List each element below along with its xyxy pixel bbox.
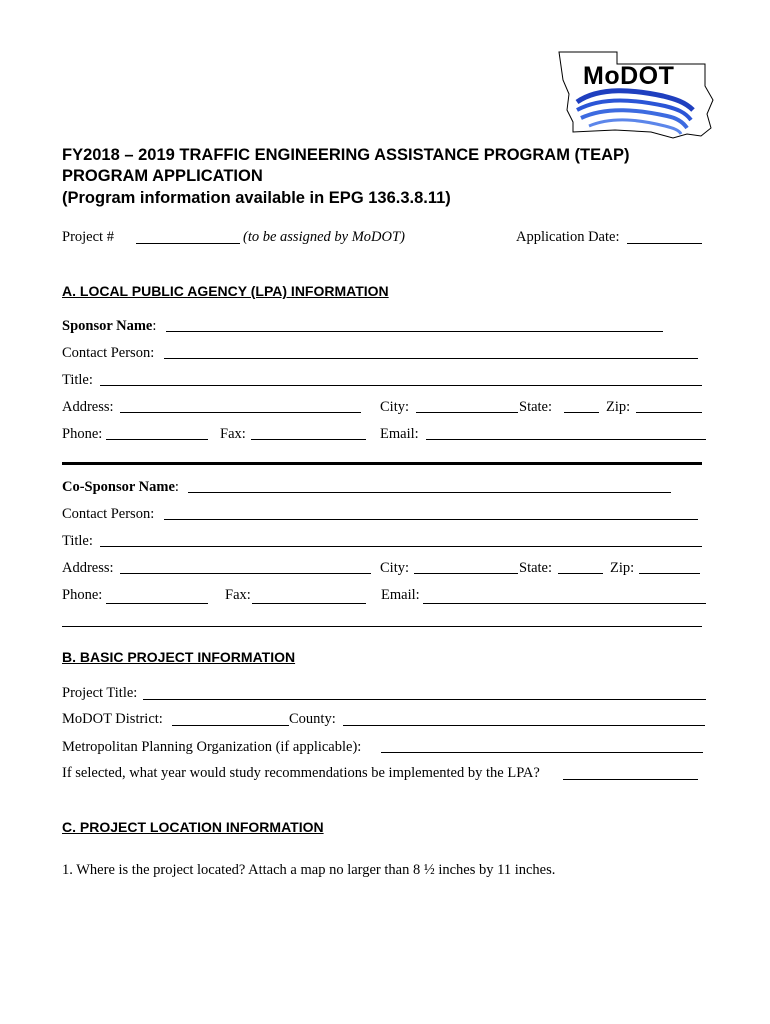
cosponsor-zip-field[interactable] [639, 573, 700, 574]
cosponsor-zip-label: Zip: [610, 560, 635, 576]
sponsor-phone-label: Phone: [62, 426, 103, 442]
project-title-label: Project Title: [62, 685, 138, 701]
sponsor-title-label: Title: [62, 372, 93, 388]
sponsor-name-field[interactable] [166, 331, 663, 332]
sponsor-city-label: City: [380, 399, 410, 415]
project-number-note: (to be assigned by MoDOT) [243, 229, 405, 245]
cosponsor-divider [62, 626, 702, 627]
application-date-label: Application Date: [516, 229, 620, 245]
sponsor-phone-field[interactable] [106, 439, 208, 440]
sponsor-address-label: Address: [62, 399, 114, 415]
sponsor-address-field[interactable] [120, 412, 361, 413]
mpo-label: Metropolitan Planning Organization (if applicable): [62, 739, 362, 755]
sponsor-city-field[interactable] [416, 412, 518, 413]
cosponsor-city-label: City: [380, 560, 410, 576]
form-title-line3: (Program information available in EPG 136.3.8.11) [62, 189, 451, 207]
sponsor-state-label: State: [519, 399, 553, 415]
sponsor-divider [62, 462, 702, 465]
cosponsor-phone-field[interactable] [106, 603, 208, 604]
location-question: 1. Where is the project located? Attach a map no larger than 8 ½ inches by 11 inches. [62, 862, 556, 878]
sponsor-email-field[interactable] [426, 439, 706, 440]
project-title-field[interactable] [143, 699, 706, 700]
modot-logo-text: MoDOT [583, 62, 675, 90]
sponsor-fax-field[interactable] [251, 439, 366, 440]
implementation-year-field[interactable] [563, 779, 698, 780]
county-field[interactable] [343, 725, 705, 726]
form-title-line1: FY2018 – 2019 TRAFFIC ENGINEERING ASSISTANCE PROGRAM (TEAP) [62, 146, 630, 164]
modot-logo [555, 50, 715, 140]
cosponsor-phone-label: Phone: [62, 587, 103, 603]
project-number-field[interactable] [136, 243, 240, 244]
section-a-heading: A. LOCAL PUBLIC AGENCY (LPA) INFORMATION [62, 283, 389, 299]
sponsor-zip-field[interactable] [636, 412, 702, 413]
mpo-field[interactable] [381, 752, 703, 753]
sponsor-zip-label: Zip: [606, 399, 631, 415]
sponsor-fax-label: Fax: [220, 426, 246, 442]
cosponsor-state-field[interactable] [558, 573, 603, 574]
cosponsor-title-field[interactable] [100, 546, 702, 547]
implementation-year-label: If selected, what year would study recommendations be implemented by the LPA? [62, 765, 540, 781]
county-label: County: [289, 711, 336, 727]
form-title-line2: PROGRAM APPLICATION [62, 167, 263, 185]
cosponsor-city-field[interactable] [414, 573, 518, 574]
project-number-label: Project # [62, 229, 114, 245]
sponsor-title-field[interactable] [100, 385, 702, 386]
cosponsor-contact-label: Contact Person: [62, 506, 155, 522]
district-field[interactable] [172, 725, 289, 726]
cosponsor-fax-label: Fax: [225, 587, 251, 603]
cosponsor-title-label: Title: [62, 533, 93, 549]
cosponsor-name-field[interactable] [188, 492, 671, 493]
cosponsor-fax-field[interactable] [252, 603, 366, 604]
cosponsor-email-field[interactable] [423, 603, 706, 604]
sponsor-contact-field[interactable] [164, 358, 698, 359]
section-c-heading: C. PROJECT LOCATION INFORMATION [62, 819, 324, 835]
cosponsor-address-field[interactable] [120, 573, 371, 574]
sponsor-contact-label: Contact Person: [62, 345, 155, 361]
cosponsor-name-label: Co-Sponsor Name: [62, 479, 179, 495]
cosponsor-state-label: State: [519, 560, 553, 576]
district-label: MoDOT District: [62, 711, 163, 727]
cosponsor-contact-field[interactable] [164, 519, 698, 520]
application-date-field[interactable] [627, 243, 702, 244]
cosponsor-address-label: Address: [62, 560, 114, 576]
cosponsor-email-label: Email: [381, 587, 420, 603]
sponsor-state-field[interactable] [564, 412, 599, 413]
section-b-heading: B. BASIC PROJECT INFORMATION [62, 649, 296, 665]
sponsor-name-label: Sponsor Name: [62, 318, 157, 334]
sponsor-email-label: Email: [380, 426, 419, 442]
